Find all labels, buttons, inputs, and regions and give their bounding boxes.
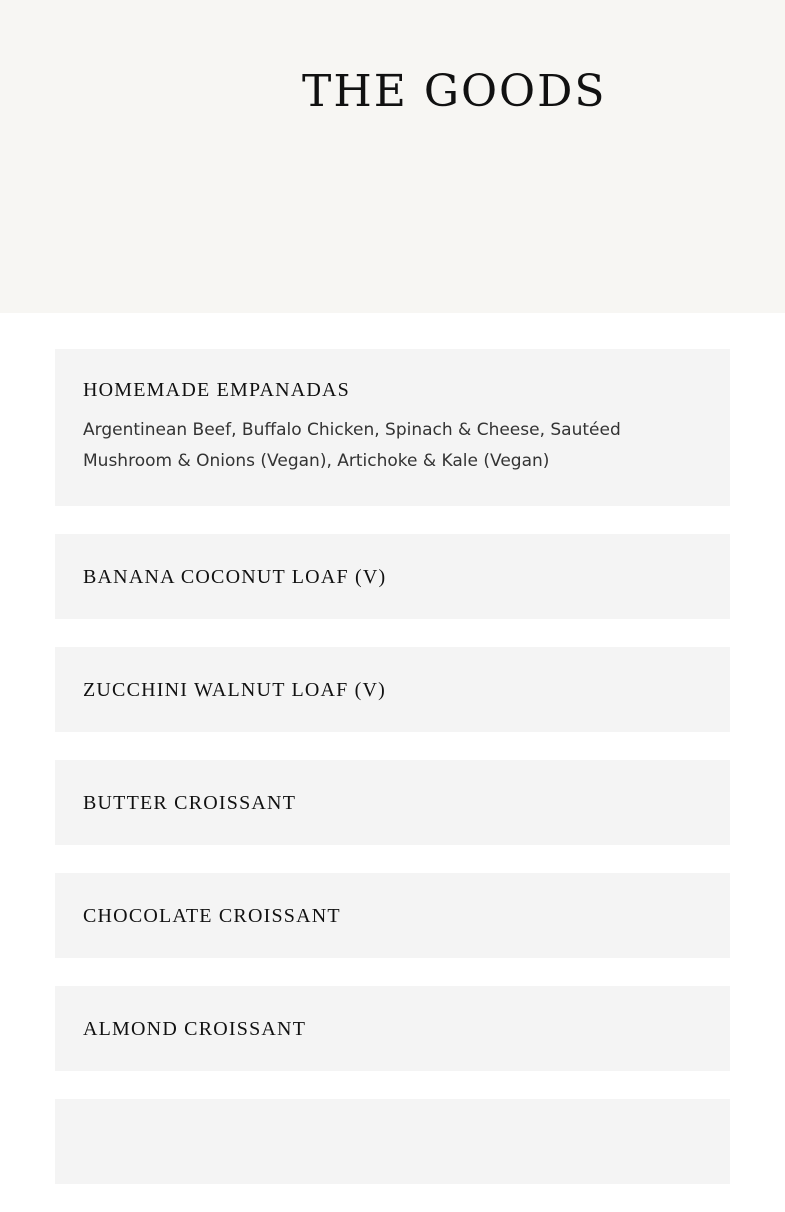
menu-item-name: BANANA COCONUT LOAF (V) [83,565,387,588]
menu-item-partial [55,1099,730,1184]
menu-item-empanadas [55,349,730,506]
menu-item-zucchini-walnut-loaf [55,647,730,732]
hero-banner [0,0,785,313]
menu-item-banana-coconut-loaf [55,534,730,619]
menu-item-name: HOMEMADE EMPANADAS [83,379,351,401]
menu-item-butter-croissant [55,760,730,845]
menu-item-name: CHOCOLATE CROISSANT [83,904,341,927]
menu-item-name: ALMOND CROISSANT [83,1017,307,1040]
menu-item-chocolate-croissant [55,873,730,958]
menu-item-name: BUTTER CROISSANT [83,791,297,814]
menu-list [55,349,730,1212]
menu-item-name: ZUCCHINI WALNUT LOAF (V) [83,678,387,701]
menu-item-description: Argentinean Beef, Buffalo Chicken, Spinach & Cheese, Sautéed Mushroom & Onions (Vegan), Artichoke & Kale (Vegan) [83,420,621,471]
menu-item-almond-croissant [55,986,730,1071]
page-title: THE GOODS [302,66,607,117]
